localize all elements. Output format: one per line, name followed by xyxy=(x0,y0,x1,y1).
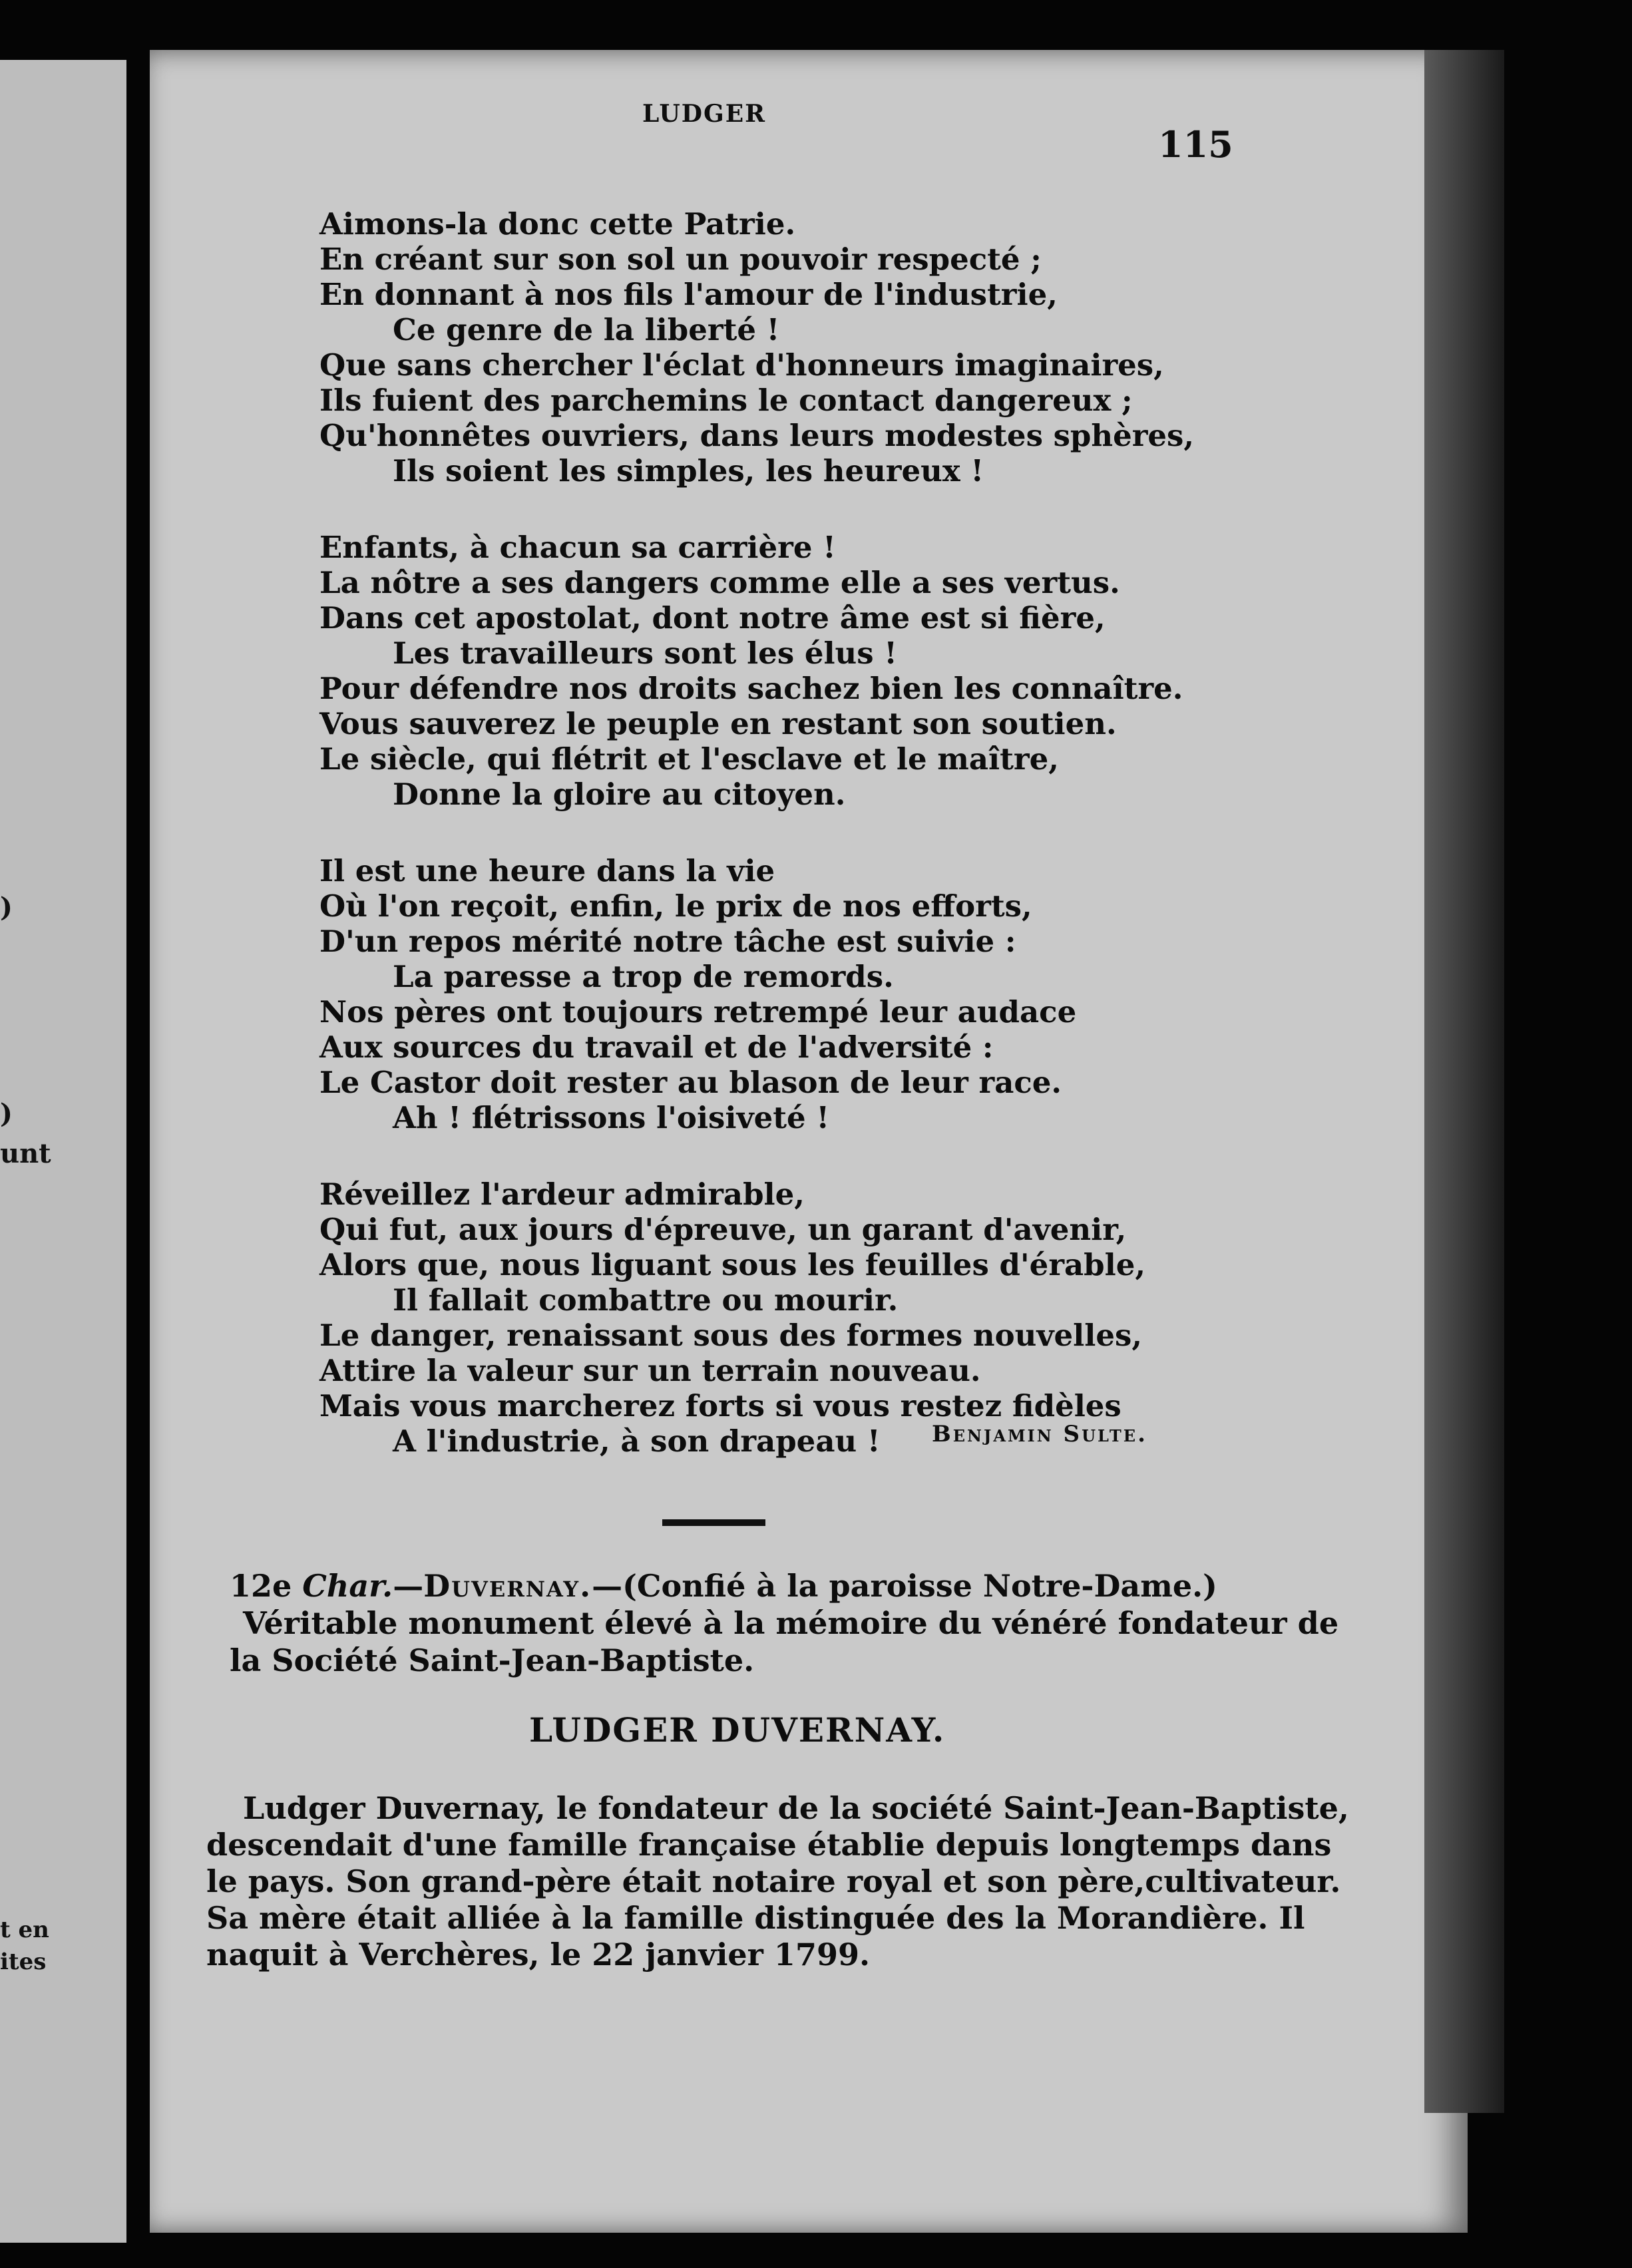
poem-line: Le siècle, qui flétrit et l'esclave et le maître, xyxy=(319,741,1059,777)
poem-line: Vous sauverez le peuple en restant son soutien. xyxy=(319,706,1117,741)
char-entrusted: —(Confié à la paroisse Notre-Dame.) xyxy=(592,1568,1217,1604)
poem-line: Pour défendre nos droits sachez bien les connaître. xyxy=(319,671,1183,706)
poem-line: Donne la gloire au citoyen. xyxy=(393,777,846,812)
section-divider xyxy=(662,1519,765,1526)
poem-line: Mais vous marcherez forts si vous restez fidèles xyxy=(319,1388,1122,1423)
char-description: la Société Saint-Jean-Baptiste. xyxy=(230,1642,755,1678)
poem-line: Les travailleurs sont les élus ! xyxy=(393,636,898,671)
biography-line: naquit à Verchères, le 22 janvier 1799. xyxy=(206,1937,870,1973)
running-head: LUDGER xyxy=(642,100,767,128)
char-label: Char. xyxy=(302,1568,393,1604)
poem-line: Dans cet apostolat, dont notre âme est si fière, xyxy=(319,600,1106,636)
poem-stanza xyxy=(319,853,1185,1135)
poem-line: Nos pères ont toujours retrempé leur audace xyxy=(319,994,1077,1030)
biography-line: Ludger Duvernay, le fondateur de la société Saint-Jean-Baptiste, xyxy=(243,1790,1349,1826)
poem-line: Qu'honnêtes ouvriers, dans leurs modestes sphères, xyxy=(319,418,1195,453)
poem-line: D'un repos mérité notre tâche est suivie : xyxy=(319,924,1016,959)
poem-line: En créant sur son sol un pouvoir respecté ; xyxy=(319,242,1042,277)
char-entry xyxy=(230,1567,1339,1679)
poem-line: Le danger, renaissant sous des formes nouvelles, xyxy=(319,1318,1142,1353)
poem-line: Aux sources du travail et de l'adversité : xyxy=(319,1030,994,1065)
poem-line: Il fallait combattre ou mourir. xyxy=(393,1282,899,1318)
char-entry-title xyxy=(230,1567,1295,1605)
previous-page-fragment: t en xyxy=(0,1917,49,1943)
poem-line: La paresse a trop de remords. xyxy=(393,959,894,994)
char-number: 12e xyxy=(230,1568,292,1604)
previous-page-fragment: ) xyxy=(0,1098,13,1129)
poem-signature: Benjamin Sulte. xyxy=(932,1421,1147,1447)
previous-page-edge xyxy=(0,60,126,2243)
poem-line: Aimons-la donc cette Patrie. xyxy=(319,206,796,242)
poem-line: Où l'on reçoit, enfin, le prix de nos efforts, xyxy=(319,888,1032,924)
previous-page-fragment: ites xyxy=(0,1949,47,1975)
poem-line: Que sans chercher l'éclat d'honneurs imaginaires, xyxy=(319,347,1164,383)
char-description: Véritable monument élevé à la mémoire du vénéré fondateur de xyxy=(243,1605,1339,1641)
poem xyxy=(319,206,1195,1500)
poem-stanza xyxy=(319,530,1185,812)
poem-line: Il est une heure dans la vie xyxy=(319,853,775,888)
previous-page-fragment: unt xyxy=(0,1138,51,1169)
previous-page-fragment: ) xyxy=(0,892,13,923)
biography-line: descendait d'une famille française établie depuis longtemps dans xyxy=(206,1827,1332,1863)
section-heading: LUDGER DUVERNAY. xyxy=(529,1710,946,1750)
poem-line: Attire la valeur sur un terrain nouveau. xyxy=(319,1353,981,1388)
poem-line: Ils soient les simples, les heureux ! xyxy=(393,453,984,488)
char-dash: — xyxy=(393,1568,424,1604)
biography-line: Sa mère était alliée à la famille distinguée des la Morandière. Il xyxy=(206,1900,1305,1936)
poem-line: Ils fuient des parchemins le contact dangereux ; xyxy=(319,383,1133,418)
poem-line: Qui fut, aux jours d'épreuve, un garant d'avenir, xyxy=(319,1212,1127,1247)
poem-stanza xyxy=(319,1177,1185,1459)
poem-line: Le Castor doit rester au blason de leur race. xyxy=(319,1065,1062,1100)
poem-line: A l'industrie, à son drapeau ! xyxy=(393,1423,881,1459)
poem-line: Réveillez l'ardeur admirable, xyxy=(319,1177,805,1212)
poem-line: La nôtre a ses dangers comme elle a ses vertus. xyxy=(319,565,1120,600)
page-number: 115 xyxy=(1158,123,1233,166)
char-name: Duvernay. xyxy=(423,1568,592,1604)
poem-stanza xyxy=(319,206,1195,488)
biography-line: le pays. Son grand-père était notaire royal et son père,cultivateur. xyxy=(206,1863,1341,1899)
poem-line: Ah ! flétrissons l'oisiveté ! xyxy=(393,1100,830,1135)
page-edge-shadow xyxy=(1424,50,1504,2113)
poem-line: En donnant à nos fils l'amour de l'industrie, xyxy=(319,277,1058,312)
biography-paragraph xyxy=(206,1790,1349,1973)
poem-line: Enfants, à chacun sa carrière ! xyxy=(319,530,836,565)
poem-line: Alors que, nous liguant sous les feuilles d'érable, xyxy=(319,1247,1146,1282)
poem-line: Ce genre de la liberté ! xyxy=(393,312,780,347)
